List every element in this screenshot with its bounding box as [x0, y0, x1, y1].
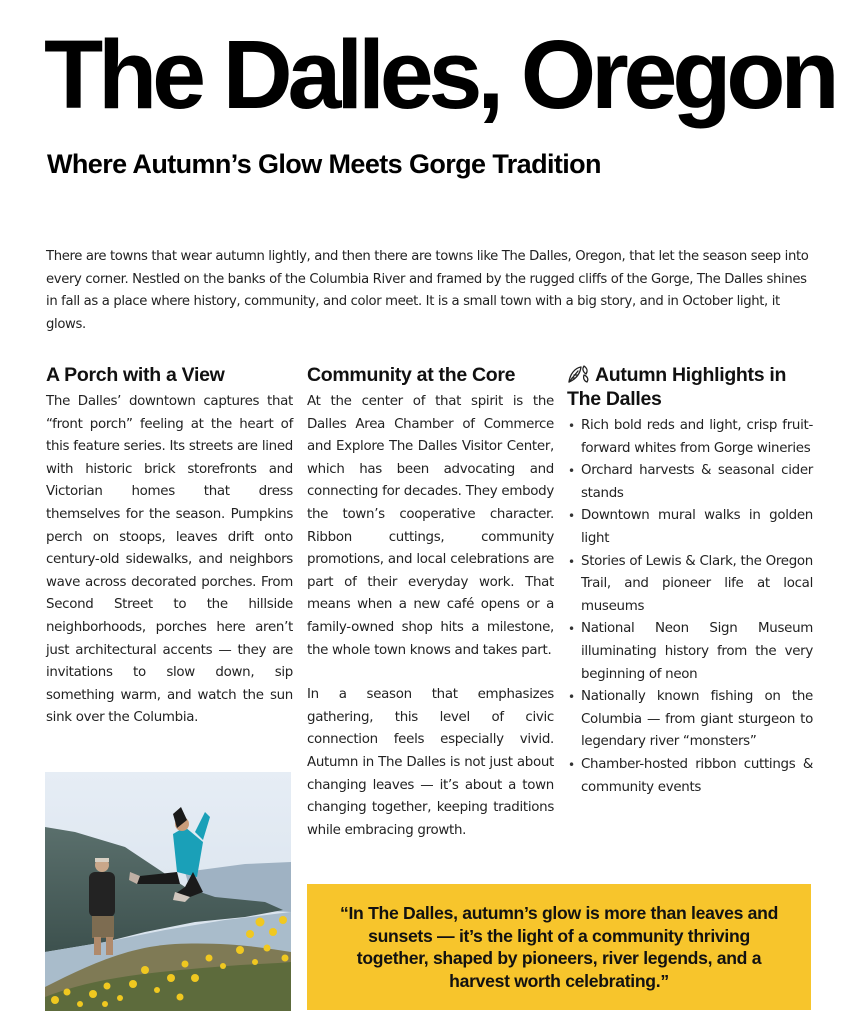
list-item: • Chamber-hosted ribbon cuttings & community events [567, 754, 813, 799]
highlights-list [567, 415, 813, 799]
section-paragraph: At the center of that spirit is the Dalles Area Chamber of Commerce and Explore The Dalles Visitor Center, which has been advocating and connecting for decades. They embody the town’s cooperative character. Ribbon cuttings, community promotions, and local celebrations are part of their everyday work. That means when a new café opens or a family-owned shop hits a milestone, the whole town knows and takes part. [307, 394, 554, 658]
intro-paragraph: There are towns that wear autumn lightly, and then there are towns like The Dalles, Oregon, that let the season seep into every corner. Nestled on the banks of the Columbia River and framed by the rugged cliffs of the Gorge, The Dalles shines in fall as a place where history, community, and color meet. It is a small town with a big story, and in October light, it glows. [46, 249, 809, 332]
gorge-photo [45, 772, 291, 1011]
list-item: • Orchard harvests & seasonal cider stands [567, 460, 813, 505]
section-paragraph: In a season that emphasizes gathering, this level of civic connection feels especially vivid. Autumn in The Dalles is not just about changing leaves — it’s about a town changing together, keeping traditions while embracing growth. [307, 687, 554, 838]
list-item: • National Neon Sign Museum illuminating history from the very beginning of neon [567, 618, 813, 686]
section-highlights [567, 363, 813, 799]
section-heading: Community at the Core [307, 364, 516, 386]
section-heading [567, 363, 813, 411]
section-heading-text: Autumn Highlights in The Dalles [567, 364, 787, 410]
leaves-icon [567, 364, 591, 384]
section-paragraph: The Dalles’ downtown captures that “front porch” feeling at the heart of this feature series. Its streets are lined with historic brick storefronts and Victorian homes that dress themselves for the season. Pumpkins perch on stoops, leaves drift onto century-old sidewalks, and neighbors wave across decorated porches. From Second Street to the hillside neighborhoods, porches here aren’t just architectural accents — they are invitations to slow down, sip something warm, and watch the sun sink over the Columbia. [46, 394, 293, 726]
pull-quote-text: “In The Dalles, autumn’s glow is more than leaves and sunsets — it’s the light of a community thriving together, shaped by pioneers, river legends, and a harvest worth celebrating.” [339, 903, 779, 991]
section-porch [46, 363, 293, 730]
list-item: • Stories of Lewis & Clark, the Oregon Trail, and pioneer life at local museums [567, 551, 813, 619]
page-subtitle: Where Autumn’s Glow Meets Gorge Tradition [47, 149, 601, 179]
page-title: The Dalles, Oregon [44, 20, 835, 129]
section-community [307, 363, 554, 842]
list-item: • Downtown mural walks in golden light [567, 505, 813, 550]
list-item: • Nationally known fishing on the Columbia — from giant sturgeon to legendary river “monsters” [567, 686, 813, 754]
pull-quote [307, 884, 811, 1010]
section-heading: A Porch with a View [46, 364, 225, 386]
list-item: • Rich bold reds and light, crisp fruit-forward whites from Gorge wineries [567, 415, 813, 460]
